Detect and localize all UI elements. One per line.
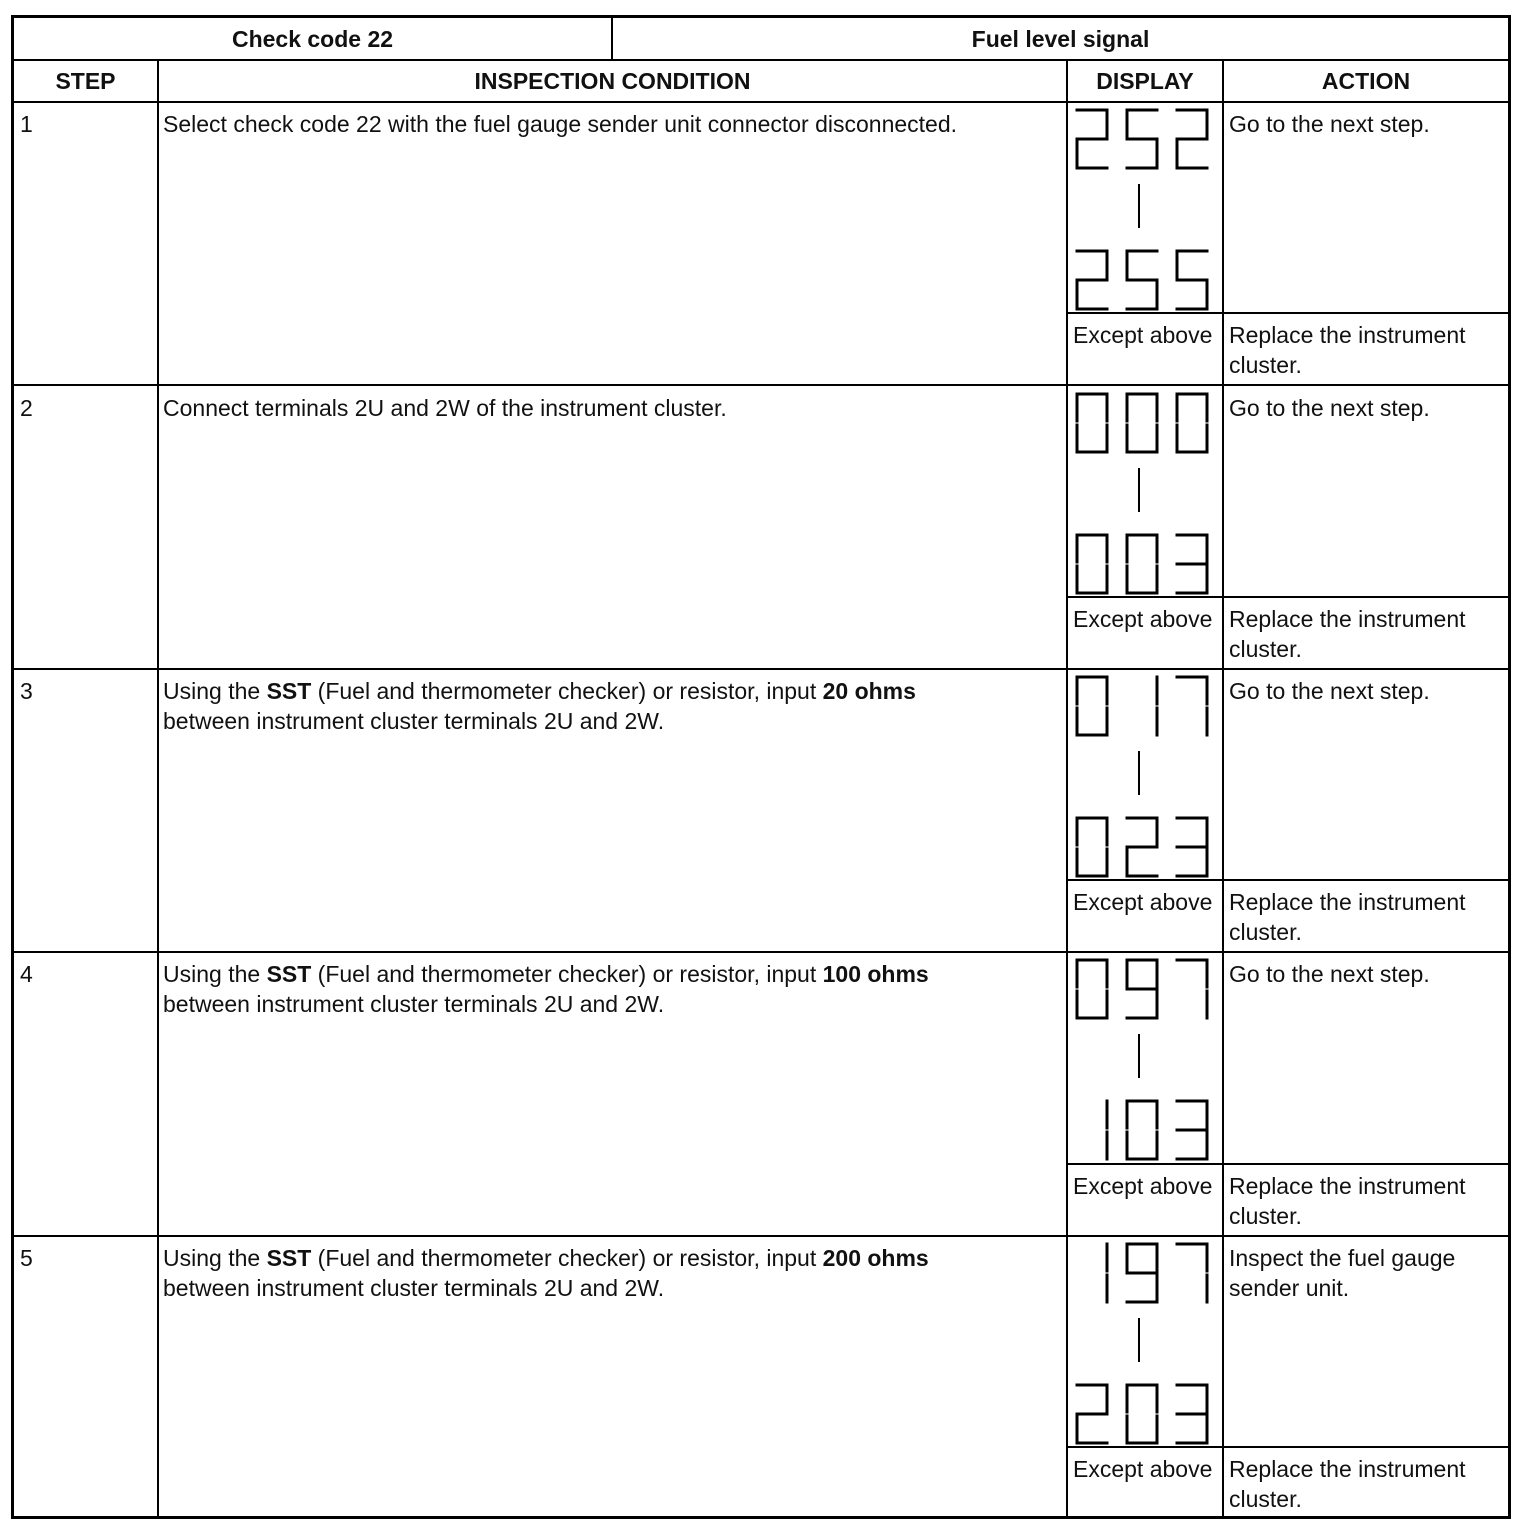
rule — [14, 668, 1508, 670]
action-except: Replace the instrument cluster. — [1229, 1173, 1466, 1229]
display-digit — [1077, 1385, 1107, 1443]
display-digit — [1177, 1101, 1207, 1159]
seven-segment-readout — [1074, 1241, 1214, 1305]
display-digit — [1177, 1244, 1207, 1302]
except-label: Except above — [1073, 889, 1213, 915]
range-dash — [1138, 1034, 1140, 1078]
inspection-condition-line-2: between instrument cluster terminals 2U and 2W. — [163, 1275, 665, 1301]
rule — [1066, 312, 1508, 314]
seven-segment-readout — [1074, 107, 1214, 171]
rule — [1066, 879, 1508, 881]
step-number: 4 — [20, 961, 33, 987]
step-number: 1 — [20, 111, 33, 137]
display-digit — [1127, 535, 1157, 593]
display-digit — [1077, 394, 1107, 452]
seven-segment-readout — [1074, 248, 1214, 312]
action-except: Replace the instrument cluster. — [1229, 1456, 1466, 1512]
display-digit — [1127, 1385, 1157, 1443]
check-code-title: Check code 22 — [231, 26, 394, 52]
action-ok: Go to the next step. — [1229, 395, 1430, 421]
rule — [1066, 596, 1508, 598]
display-digit — [1127, 110, 1157, 168]
seven-segment-readout — [1074, 1382, 1214, 1446]
except-label: Except above — [1073, 1456, 1213, 1482]
seven-segment-readout — [1074, 532, 1214, 596]
step-number: 5 — [20, 1245, 33, 1271]
rule — [14, 1235, 1508, 1237]
inspection-condition-line-2: between instrument cluster terminals 2U and 2W. — [163, 708, 665, 734]
display-digit — [1077, 960, 1107, 1018]
rule — [1222, 60, 1224, 1516]
rule — [14, 59, 1508, 61]
rule — [14, 951, 1508, 953]
display-digit — [1177, 394, 1207, 452]
except-label: Except above — [1073, 606, 1213, 632]
action-ok: Go to the next step. — [1229, 961, 1430, 987]
check-code-table — [11, 15, 1511, 1519]
display-digit — [1127, 251, 1157, 309]
display-digit — [1127, 960, 1157, 1018]
inspection-condition-line-1: Using the SST (Fuel and thermometer checker) or resistor, input 100 ohms — [163, 961, 929, 987]
column-header-step: STEP — [55, 68, 116, 94]
column-header-display: DISPLAY — [1096, 68, 1194, 94]
display-digit — [1077, 818, 1107, 876]
inspection-condition-line-2: between instrument cluster terminals 2U and 2W. — [163, 991, 665, 1017]
display-digit — [1077, 251, 1107, 309]
action-except: Replace the instrument cluster. — [1229, 322, 1466, 378]
rule — [1066, 1163, 1508, 1165]
action-ok: Go to the next step. — [1229, 678, 1430, 704]
except-label: Except above — [1073, 1173, 1213, 1199]
column-header-inspection: INSPECTION CONDITION — [474, 68, 751, 94]
seven-segment-readout — [1074, 674, 1214, 738]
display-digit — [1177, 960, 1207, 1018]
except-label: Except above — [1073, 322, 1213, 348]
inspection-condition-line-1: Using the SST (Fuel and thermometer checker) or resistor, input 200 ohms — [163, 1245, 929, 1271]
seven-segment-readout — [1074, 957, 1214, 1021]
rule — [14, 384, 1508, 386]
rule — [157, 60, 159, 1516]
display-digit — [1127, 818, 1157, 876]
action-ok: Inspect the fuel gauge sender unit. — [1229, 1245, 1456, 1301]
rule — [1066, 60, 1068, 1516]
inspection-condition-line-1: Using the SST (Fuel and thermometer checker) or resistor, input 20 ohms — [163, 678, 916, 704]
display-digit — [1177, 818, 1207, 876]
display-digit — [1077, 677, 1107, 735]
rule — [14, 101, 1508, 103]
step-number: 2 — [20, 395, 33, 421]
display-digit — [1177, 110, 1207, 168]
signal-title: Fuel level signal — [971, 26, 1150, 52]
display-digit — [1077, 110, 1107, 168]
range-dash — [1138, 1318, 1140, 1362]
display-digit — [1077, 535, 1107, 593]
seven-segment-readout — [1074, 1098, 1214, 1162]
rule — [1066, 1446, 1508, 1448]
display-digit — [1177, 535, 1207, 593]
seven-segment-readout — [1074, 815, 1214, 879]
display-digit — [1127, 394, 1157, 452]
inspection-condition: Select check code 22 with the fuel gauge sender unit connector disconnected. — [163, 111, 958, 137]
display-digit — [1177, 1385, 1207, 1443]
action-ok: Go to the next step. — [1229, 111, 1430, 137]
column-header-action: ACTION — [1321, 68, 1411, 94]
display-digit — [1127, 1244, 1157, 1302]
range-dash — [1138, 751, 1140, 795]
display-digit — [1127, 1101, 1157, 1159]
action-except: Replace the instrument cluster. — [1229, 889, 1466, 945]
seven-segment-readout — [1074, 391, 1214, 455]
inspection-condition: Connect terminals 2U and 2W of the instrument cluster. — [163, 395, 727, 421]
range-dash — [1138, 468, 1140, 512]
display-digit — [1177, 677, 1207, 735]
step-number: 3 — [20, 678, 33, 704]
action-except: Replace the instrument cluster. — [1229, 606, 1466, 662]
range-dash — [1138, 184, 1140, 228]
display-digit — [1177, 251, 1207, 309]
